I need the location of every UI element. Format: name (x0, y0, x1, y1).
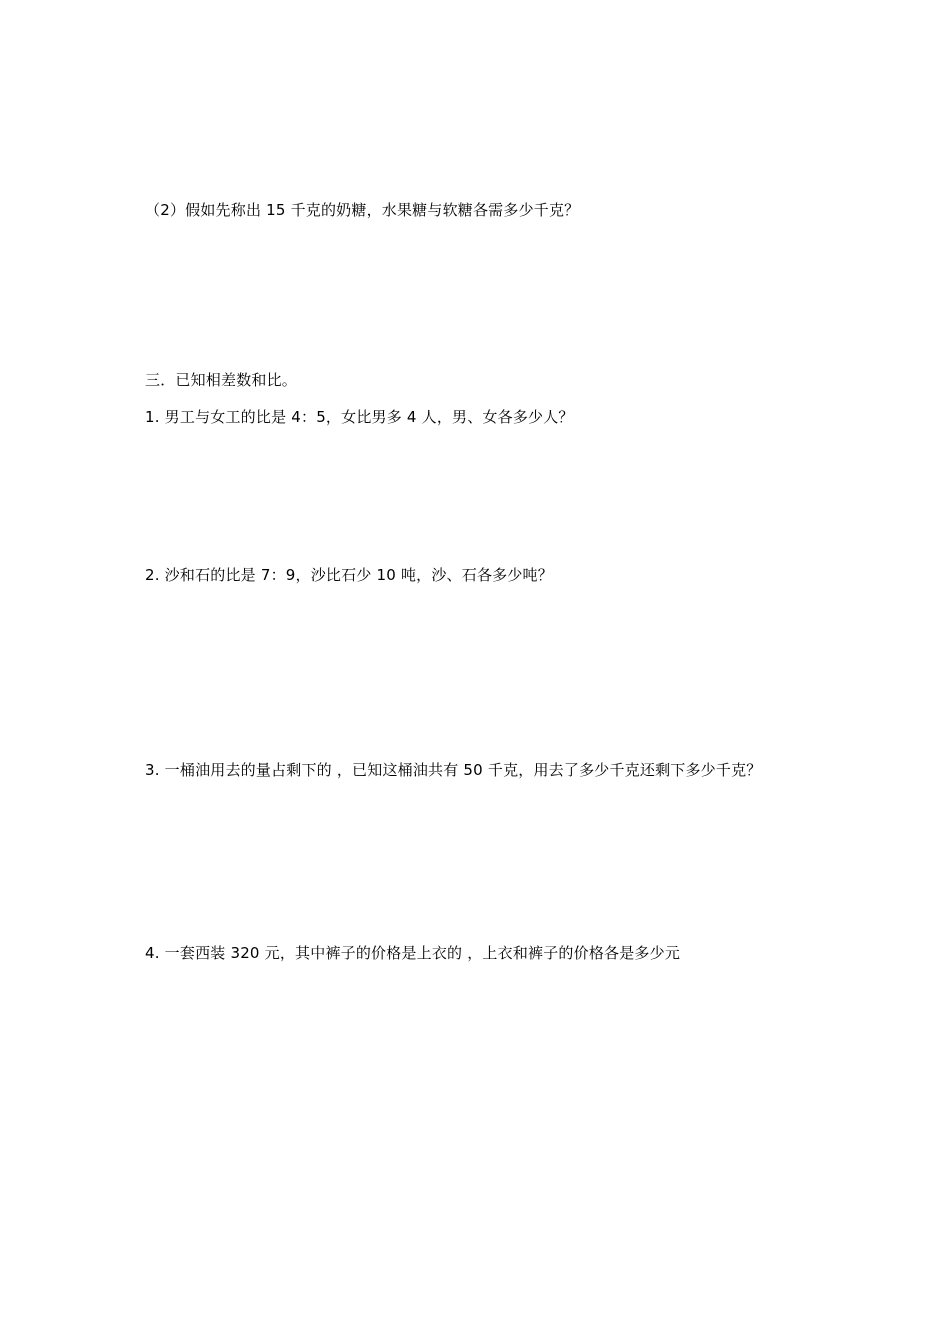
problem-3: 3. 一桶油用去的量占剩下的 ，已知这桶油共有 50 千克，用去了多少千克还剩下多少千克？ (145, 761, 762, 779)
section-heading: 三．已知相差数和比。 (145, 371, 298, 389)
problem-4: 4. 一套西装 320 元，其中裤子的价格是上衣的 ，上衣和裤子的价格各是多少元 (145, 944, 681, 962)
problem-1: 1. 男工与女工的比是 4：5，女比男多 4 人，男、女各多少人？ (145, 408, 574, 426)
problem-2: 2. 沙和石的比是 7：9，沙比石少 10 吨，沙、石各多少吨？ (145, 566, 553, 584)
question-2-sub: （2）假如先称出 15 千克的奶糖，水果糖与软糖各需多少千克？ (145, 201, 580, 219)
